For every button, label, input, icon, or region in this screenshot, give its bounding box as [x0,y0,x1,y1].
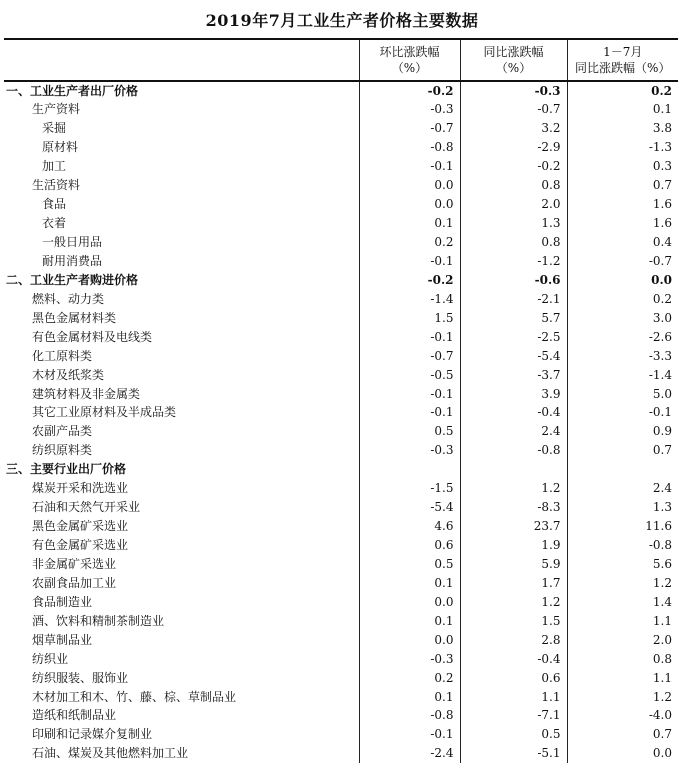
cell-mom: -0.3 [359,441,460,460]
table-row [4,611,678,630]
cell-yoy: -0.4 [460,649,567,668]
row-label: 食品 [42,197,67,212]
table-row [4,460,678,479]
table-row [4,195,678,214]
cell-mom: -0.1 [359,327,460,346]
cell-mom: 0.1 [359,611,460,630]
cell-yoy: 3.9 [460,384,567,403]
cell-mom: -0.2 [359,81,460,100]
table-row [4,233,678,252]
table-row [4,270,678,289]
cell-mom: 0.1 [359,214,460,233]
cell-ytd: 1.1 [567,668,678,687]
cell-yoy: -2.5 [460,327,567,346]
row-label: 农副食品加工业 [32,575,117,590]
cell-yoy: -5.4 [460,346,567,365]
cell-ytd: 2.4 [567,479,678,498]
cell-mom: -0.1 [359,157,460,176]
cell-mom: -0.7 [359,346,460,365]
cell-ytd: 1.6 [567,195,678,214]
table-row [4,592,678,611]
header-mom-line2: （%） [391,61,428,75]
cell-ytd: -3.3 [567,346,678,365]
cell-ytd: 0.7 [567,725,678,744]
cell-yoy: 1.1 [460,687,567,706]
row-label: 二、工业生产者购进价格 [6,272,139,287]
cell-mom: -0.7 [359,119,460,138]
row-label: 纺织服装、服饰业 [32,670,129,685]
cell-yoy: -5.1 [460,744,567,763]
cell-yoy: 1.3 [460,214,567,233]
header-yoy-line2: （%） [495,61,532,75]
row-label: 加工 [42,159,67,174]
header-item [4,39,359,81]
table-row [4,441,678,460]
cell-ytd: -0.1 [567,403,678,422]
row-label: 采掘 [42,121,67,136]
row-label: 三、主要行业出厂价格 [6,462,127,477]
table-row [4,687,678,706]
table-row [4,555,678,574]
cell-yoy: 2.4 [460,422,567,441]
cell-yoy: 1.9 [460,536,567,555]
cell-ytd: 0.0 [567,744,678,763]
row-label: 有色金属材料及电线类 [32,329,153,344]
cell-yoy: 23.7 [460,517,567,536]
cell-ytd: -2.6 [567,327,678,346]
table-row [4,81,678,100]
cell-mom: 1.5 [359,308,460,327]
cell-mom: -0.5 [359,365,460,384]
row-label: 生产资料 [32,102,81,117]
cell-yoy [460,460,567,479]
table-row [4,498,678,517]
cell-ytd: -1.3 [567,138,678,157]
table-row [4,725,678,744]
cell-yoy: 1.5 [460,611,567,630]
table-row [4,479,678,498]
row-label: 燃料、动力类 [32,291,105,306]
cell-mom: -0.1 [359,403,460,422]
cell-mom: -0.3 [359,100,460,119]
cell-yoy: 1.2 [460,592,567,611]
row-label: 建筑材料及非金属类 [32,386,141,401]
cell-mom: 0.0 [359,195,460,214]
cell-mom: -1.4 [359,289,460,308]
row-label: 石油、煤炭及其他燃料加工业 [32,746,189,761]
cell-ytd: 1.4 [567,592,678,611]
header-ytd-line2: 同比涨跌幅（%） [575,61,671,75]
row-label: 黑色金属材料类 [32,310,117,325]
cell-ytd: 0.7 [567,441,678,460]
cell-mom: -0.1 [359,252,460,271]
table-row [4,157,678,176]
cell-yoy: -0.2 [460,157,567,176]
table-row [4,289,678,308]
table-row [4,706,678,725]
cell-yoy: -0.3 [460,81,567,100]
cell-mom: 0.0 [359,176,460,195]
cell-mom: 0.2 [359,233,460,252]
row-label: 衣着 [42,216,67,231]
row-label: 印刷和记录媒介复制业 [32,727,153,742]
table-row [4,176,678,195]
cell-mom: -0.8 [359,138,460,157]
row-label: 纺织业 [32,651,69,666]
cell-ytd: 1.2 [567,687,678,706]
row-label: 食品制造业 [32,594,93,609]
cell-ytd: 0.2 [567,81,678,100]
cell-yoy: -0.6 [460,270,567,289]
table-row [4,384,678,403]
header-mom-line1: 环比涨跌幅 [379,45,440,59]
cell-mom: 0.5 [359,422,460,441]
cell-ytd: 5.0 [567,384,678,403]
row-label: 生活资料 [32,178,81,193]
cell-yoy: -2.9 [460,138,567,157]
table-row [4,536,678,555]
cell-mom: -0.1 [359,725,460,744]
header-ytd-line1: 1－7月 [603,45,643,59]
table-row [4,100,678,119]
cell-ytd: 0.0 [567,270,678,289]
cell-yoy: -3.7 [460,365,567,384]
cell-mom: 0.0 [359,630,460,649]
header-mom [359,39,460,81]
cell-yoy: -0.4 [460,403,567,422]
cell-yoy: 0.5 [460,725,567,744]
table-header-row [4,39,678,81]
cell-ytd: 3.0 [567,308,678,327]
cell-mom: 0.0 [359,592,460,611]
cell-mom [359,460,460,479]
cell-mom: -1.5 [359,479,460,498]
cell-yoy: -7.1 [460,706,567,725]
cell-mom: 4.6 [359,517,460,536]
cell-mom: -0.8 [359,706,460,725]
price-data-table [4,38,678,763]
table-row [4,365,678,384]
cell-ytd: 3.8 [567,119,678,138]
header-ytd [567,39,678,81]
cell-yoy: 5.9 [460,555,567,574]
cell-ytd: 2.0 [567,630,678,649]
cell-ytd: -1.4 [567,365,678,384]
row-label: 一般日用品 [42,235,103,250]
row-label: 一、工业生产者出厂价格 [6,84,139,98]
table-row [4,119,678,138]
cell-yoy: 0.8 [460,233,567,252]
cell-mom: 0.1 [359,687,460,706]
cell-ytd [567,460,678,479]
table-row [4,573,678,592]
row-label: 黑色金属矿采选业 [32,519,129,534]
cell-ytd: 0.9 [567,422,678,441]
row-label: 酒、饮料和精制茶制造业 [32,613,165,628]
table-row [4,252,678,271]
cell-ytd: 5.6 [567,555,678,574]
cell-yoy: 1.7 [460,573,567,592]
row-label: 耐用消费品 [42,253,103,268]
cell-ytd: 11.6 [567,517,678,536]
table-row [4,630,678,649]
header-yoy [460,39,567,81]
row-label: 造纸和纸制品业 [32,708,117,723]
row-label: 石油和天然气开采业 [32,500,141,515]
cell-ytd: 1.6 [567,214,678,233]
cell-yoy: 5.7 [460,308,567,327]
row-label: 农副产品类 [32,424,93,439]
cell-ytd: 0.7 [567,176,678,195]
cell-mom: 0.5 [359,555,460,574]
cell-ytd: 0.2 [567,289,678,308]
cell-ytd: -0.7 [567,252,678,271]
table-row [4,327,678,346]
table-row [4,649,678,668]
cell-yoy: 2.0 [460,195,567,214]
cell-ytd: 0.1 [567,100,678,119]
table-row [4,517,678,536]
cell-ytd: 1.3 [567,498,678,517]
cell-yoy: -0.8 [460,441,567,460]
cell-mom: -0.3 [359,649,460,668]
cell-yoy: 0.6 [460,668,567,687]
row-label: 煤炭开采和洗选业 [32,481,129,496]
table-row [4,346,678,365]
table-row [4,668,678,687]
cell-ytd: 0.8 [567,649,678,668]
cell-mom: 0.1 [359,573,460,592]
table-row [4,422,678,441]
cell-ytd: 1.2 [567,573,678,592]
cell-yoy: -0.7 [460,100,567,119]
cell-ytd: 0.3 [567,157,678,176]
cell-yoy: 0.8 [460,176,567,195]
cell-mom: 0.2 [359,668,460,687]
row-label: 原材料 [42,140,79,155]
cell-yoy: 2.8 [460,630,567,649]
table-row [4,214,678,233]
cell-mom: 0.6 [359,536,460,555]
row-label: 木材加工和木、竹、藤、棕、草制品业 [32,689,237,704]
cell-ytd: 0.4 [567,233,678,252]
row-label: 烟草制品业 [32,632,93,647]
table-row [4,138,678,157]
cell-ytd: -0.8 [567,536,678,555]
row-label: 非金属矿采选业 [32,556,117,571]
cell-mom: -0.2 [359,270,460,289]
cell-yoy: -8.3 [460,498,567,517]
cell-ytd: -4.0 [567,706,678,725]
cell-yoy: 1.2 [460,479,567,498]
cell-mom: -2.4 [359,744,460,763]
page-title: 2019年7月工业生产者价格主要数据 [205,11,479,30]
cell-ytd: 1.1 [567,611,678,630]
row-label: 纺织原料类 [32,443,93,458]
header-yoy-line1: 同比涨跌幅 [483,45,544,59]
row-label: 其它工业原材料及半成品类 [32,405,177,420]
cell-yoy: -1.2 [460,252,567,271]
cell-mom: -0.1 [359,384,460,403]
cell-yoy: -2.1 [460,289,567,308]
table-row [4,308,678,327]
table-row [4,403,678,422]
cell-yoy: 3.2 [460,119,567,138]
row-label: 化工原料类 [32,348,93,363]
row-label: 木材及纸浆类 [32,367,105,382]
row-label: 有色金属矿采选业 [32,538,129,553]
cell-mom: -5.4 [359,498,460,517]
